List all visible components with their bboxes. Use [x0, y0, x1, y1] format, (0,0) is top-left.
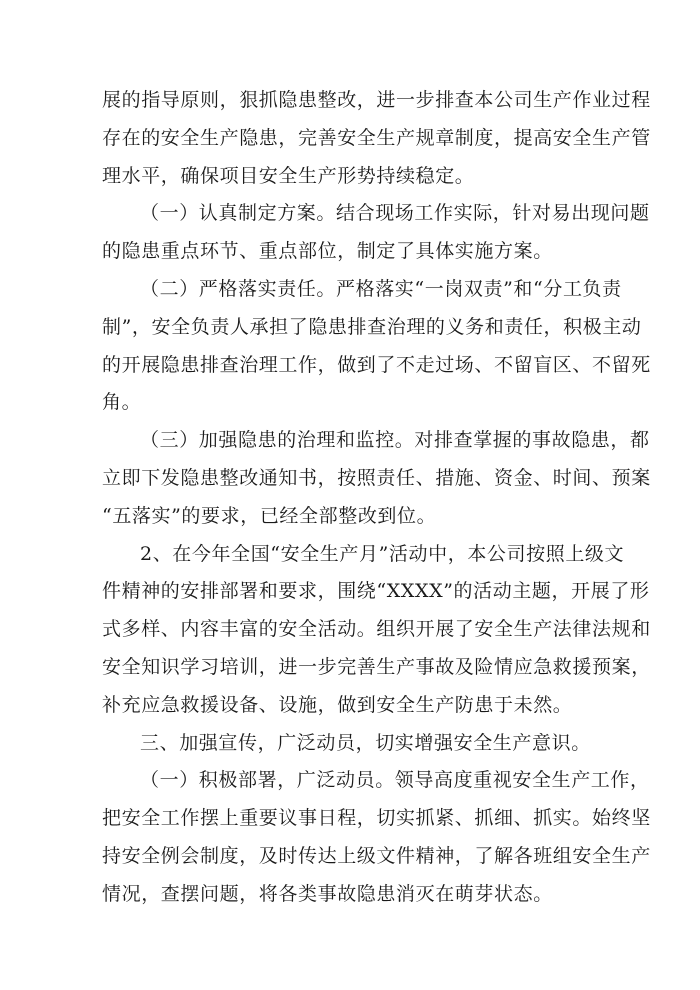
- text-line-22: 情况，查摆问题，将各类事故隐患消灭在萌芽状态。: [102, 882, 553, 905]
- text-line-3: 理水平，确保项目安全生产形势持续稳定。: [102, 164, 475, 187]
- text-line-4: （一）认真制定方案。结合现场工作实际，针对易出现问题: [140, 202, 650, 225]
- text-line-5: 的隐患重点环节、重点部位，制定了具体实施方案。: [102, 240, 553, 263]
- text-line-11: 立即下发隐患整改通知书，按照责任、措施、资金、时间、预案: [102, 466, 651, 489]
- text-line-19: （一）积极部署，广泛动员。领导高度重视安全生产工作，: [140, 769, 650, 792]
- text-line-12: “五落实”的要求，已经全部整改到位。: [102, 504, 437, 527]
- text-line-8: 的开展隐患排查治理工作，做到了不走过场、不留盲区、不留死: [102, 353, 651, 376]
- text-line-10: （三）加强隐患的治理和监控。对排查掌握的事故隐患，都: [140, 429, 650, 452]
- text-line-13: 2、在今年全国“安全生产月”活动中，本公司按照上级文: [140, 542, 625, 565]
- text-line-16: 安全知识学习培训，进一步完善生产事故及险情应急救援预案，: [102, 655, 651, 678]
- text-line-17: 补充应急救援设备、设施，做到安全生产防患于未然。: [102, 693, 573, 716]
- text-line-14: 件精神的安排部署和要求，围绕“XXXX”的活动主题，开展了形: [102, 580, 650, 603]
- text-line-6: （二）严格落实责任。严格落实“一岗双责”和“分工负责: [140, 277, 622, 300]
- text-line-2: 存在的安全生产隐患，完善安全生产规章制度，提高安全生产管: [102, 126, 651, 149]
- text-line-21: 持安全例会制度，及时传达上级文件精神，了解各班组安全生产: [102, 844, 651, 867]
- text-line-9: 角。: [102, 391, 142, 414]
- text-line-1: 展的指导原则，狠抓隐患整改，进一步排查本公司生产作业过程: [102, 89, 651, 111]
- text-line-7: 制”，安全负责人承担了隐患排查治理的义务和责任，积极主动: [102, 315, 642, 338]
- text-line-15: 式多样、内容丰富的安全活动。组织开展了安全生产法律法规和: [102, 618, 651, 641]
- text-line-18: 三、加强宣传，广泛动员，切实增强安全生产意识。: [140, 731, 591, 754]
- document-body: [102, 82, 651, 914]
- text-line-20: 把安全工作摆上重要议事日程，切实抓紧、抓细、抓实。始终坚: [102, 807, 651, 830]
